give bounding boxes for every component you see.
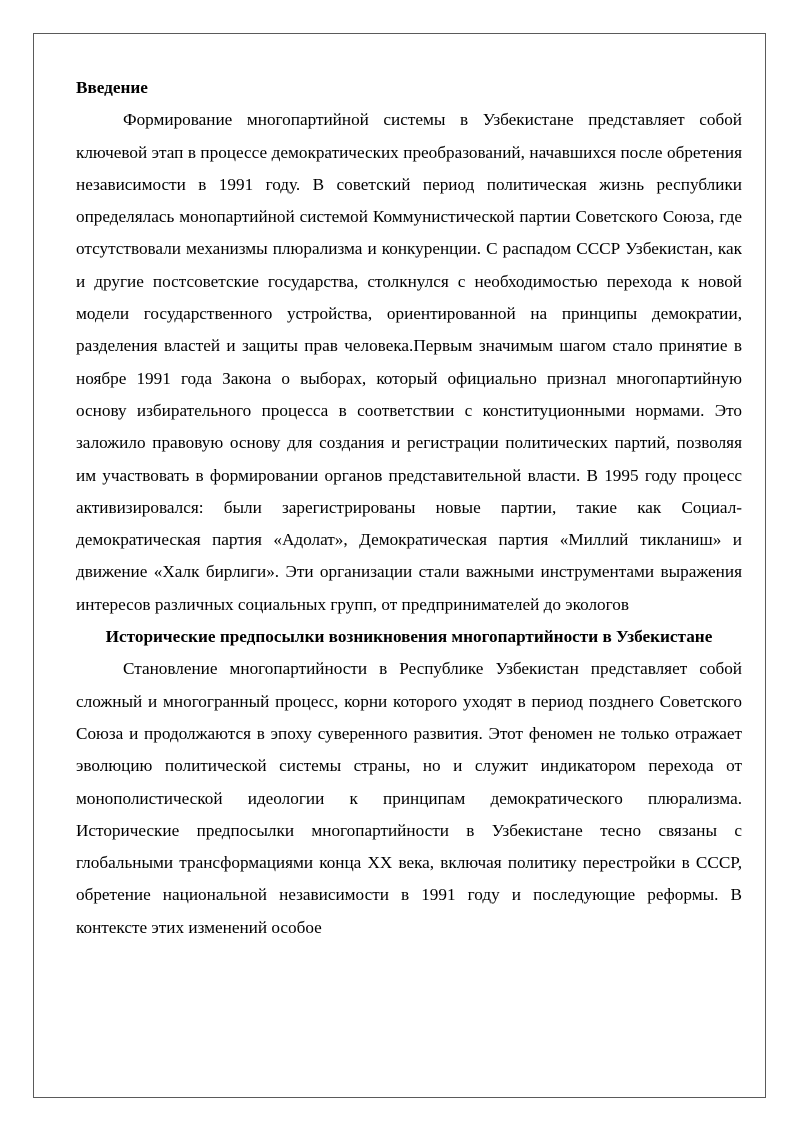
document-body — [76, 72, 742, 944]
intro-heading: Введение — [76, 78, 148, 97]
section-paragraph: Становление многопартийности в Республике Узбекистан представляет собой сложный и многогранный процесс, корни которого уходят в период позднего Советского Союза и продолжаются в эпоху суверенного развития. Этот феномен не только отражает эволюцию политической системы страны, но и служит индикатором перехода от монополистической идеологии к принципам демократического плюрализма. Исторические предпосылки многопартийности в Узбекистане тесно связаны с глобальными трансформациями конца XX века, включая политику перестройки в СССР, обретение национальной независимости в 1991 году и последующие реформы. В контексте этих изменений особое — [76, 659, 742, 937]
section-heading: Исторические предпосылки возникновения многопартийности в Узбекистане — [105, 627, 713, 647]
intro-paragraph: Формирование многопартийной системы в Узбекистане представляет собой ключевой этап в процессе демократических преобразований, начавшихся после обретения независимости в 1991 году. В советский период политическая жизнь республики определялась монопартийной системой Коммунистической партии Советского Союза, где отсутствовали механизмы плюрализма и конкуренции. С распадом СССР Узбекистан, как и другие постсоветские государства, столкнулся с необходимостью перехода к новой модели государственного устройства, ориентированной на принципы демократии, разделения властей и защиты прав человека.Первым значимым шагом стало принятие в ноябре 1991 года Закона о выборах, который официально признал многопартийную основу избирательного процесса в соответствии с конституционными нормами. Это заложило правовую основу для создания и регистрации политических партий, позволяя им участвовать в формировании органов представительной власти. В 1995 году процесс активизировался: были зарегистрированы новые партии, такие как Социал-демократическая партия «Адолат», Демократическая партия «Миллий тикланиш» и движение «Халк бирлиги». Эти организации стали важными инструментами выражения интересов различных социальных групп, от предпринимателей до экологов — [76, 110, 742, 614]
